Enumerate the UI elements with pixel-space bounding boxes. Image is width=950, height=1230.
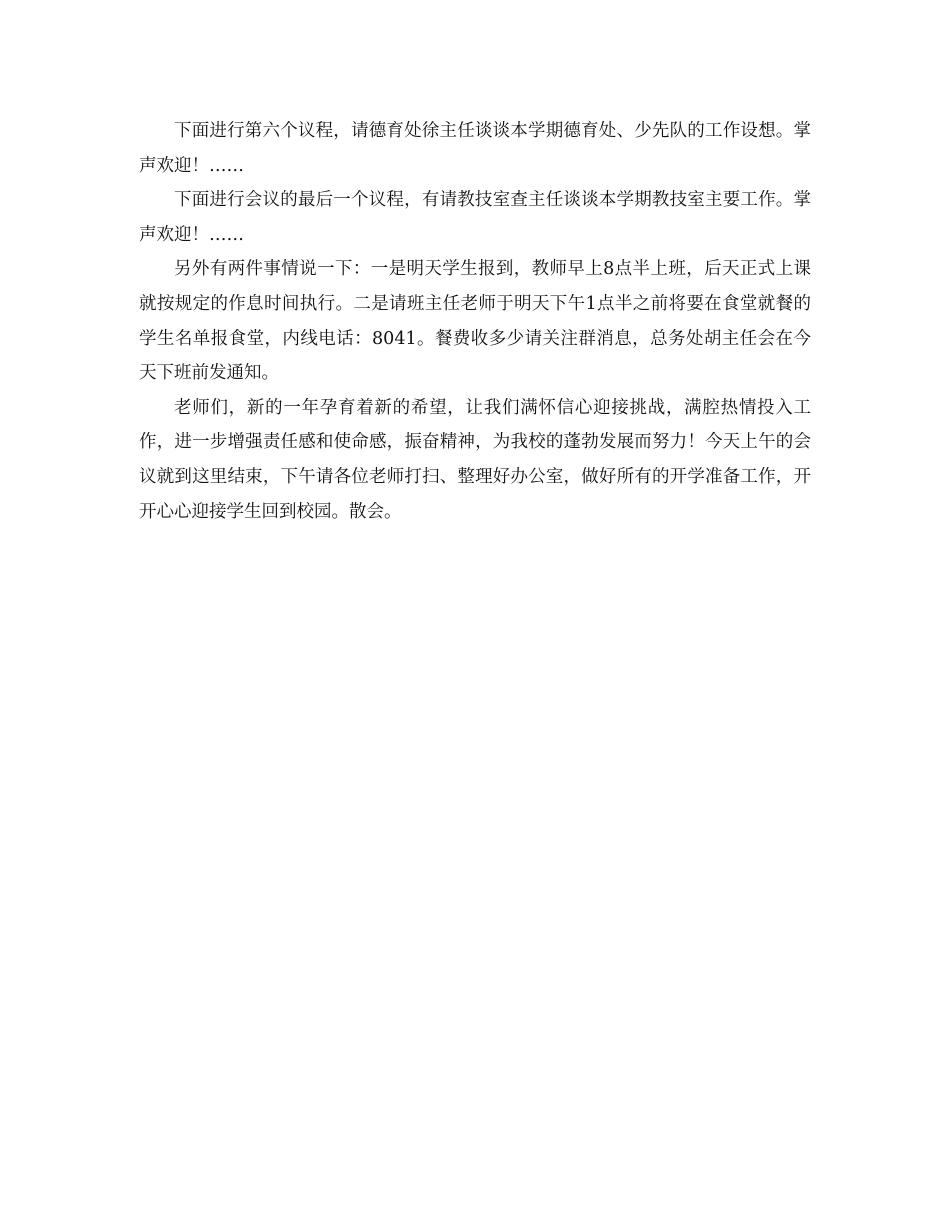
paragraph-agenda-final: 下面进行会议的最后一个议程，有请教技室查主任谈谈本学期教技室主要工作。掌声欢迎！……	[139, 190, 811, 245]
paragraph-agenda-six: 下面进行第六个议程，请德育处徐主任谈谈本学期德育处、少先队的工作设想。掌声欢迎！……	[139, 121, 811, 176]
paragraph-closing: 老师们，新的一年孕育着新的希望，让我们满怀信心迎接挑战，满腔热情投入工作，进一步增强责任感和使命感，振奋精神，为我校的蓬勃发展而努力！今天上午的会议就到这里结束，下午请各位老师打扫、整理好办公室，做好所有的开学准备工作，开开心心迎接学生回到校园。散会。	[139, 397, 811, 522]
paragraph-announcements: 另外有两件事情说一下：一是明天学生报到，教师早上8点半上班，后天正式上课就按规定的作息时间执行。二是请班主任老师于明天下午1点半之前将要在食堂就餐的学生名单报食堂，内线电话：8041。餐费收多少请关注群消息，总务处胡主任会在今天下班前发通知。	[139, 259, 811, 384]
document-body	[139, 114, 811, 529]
